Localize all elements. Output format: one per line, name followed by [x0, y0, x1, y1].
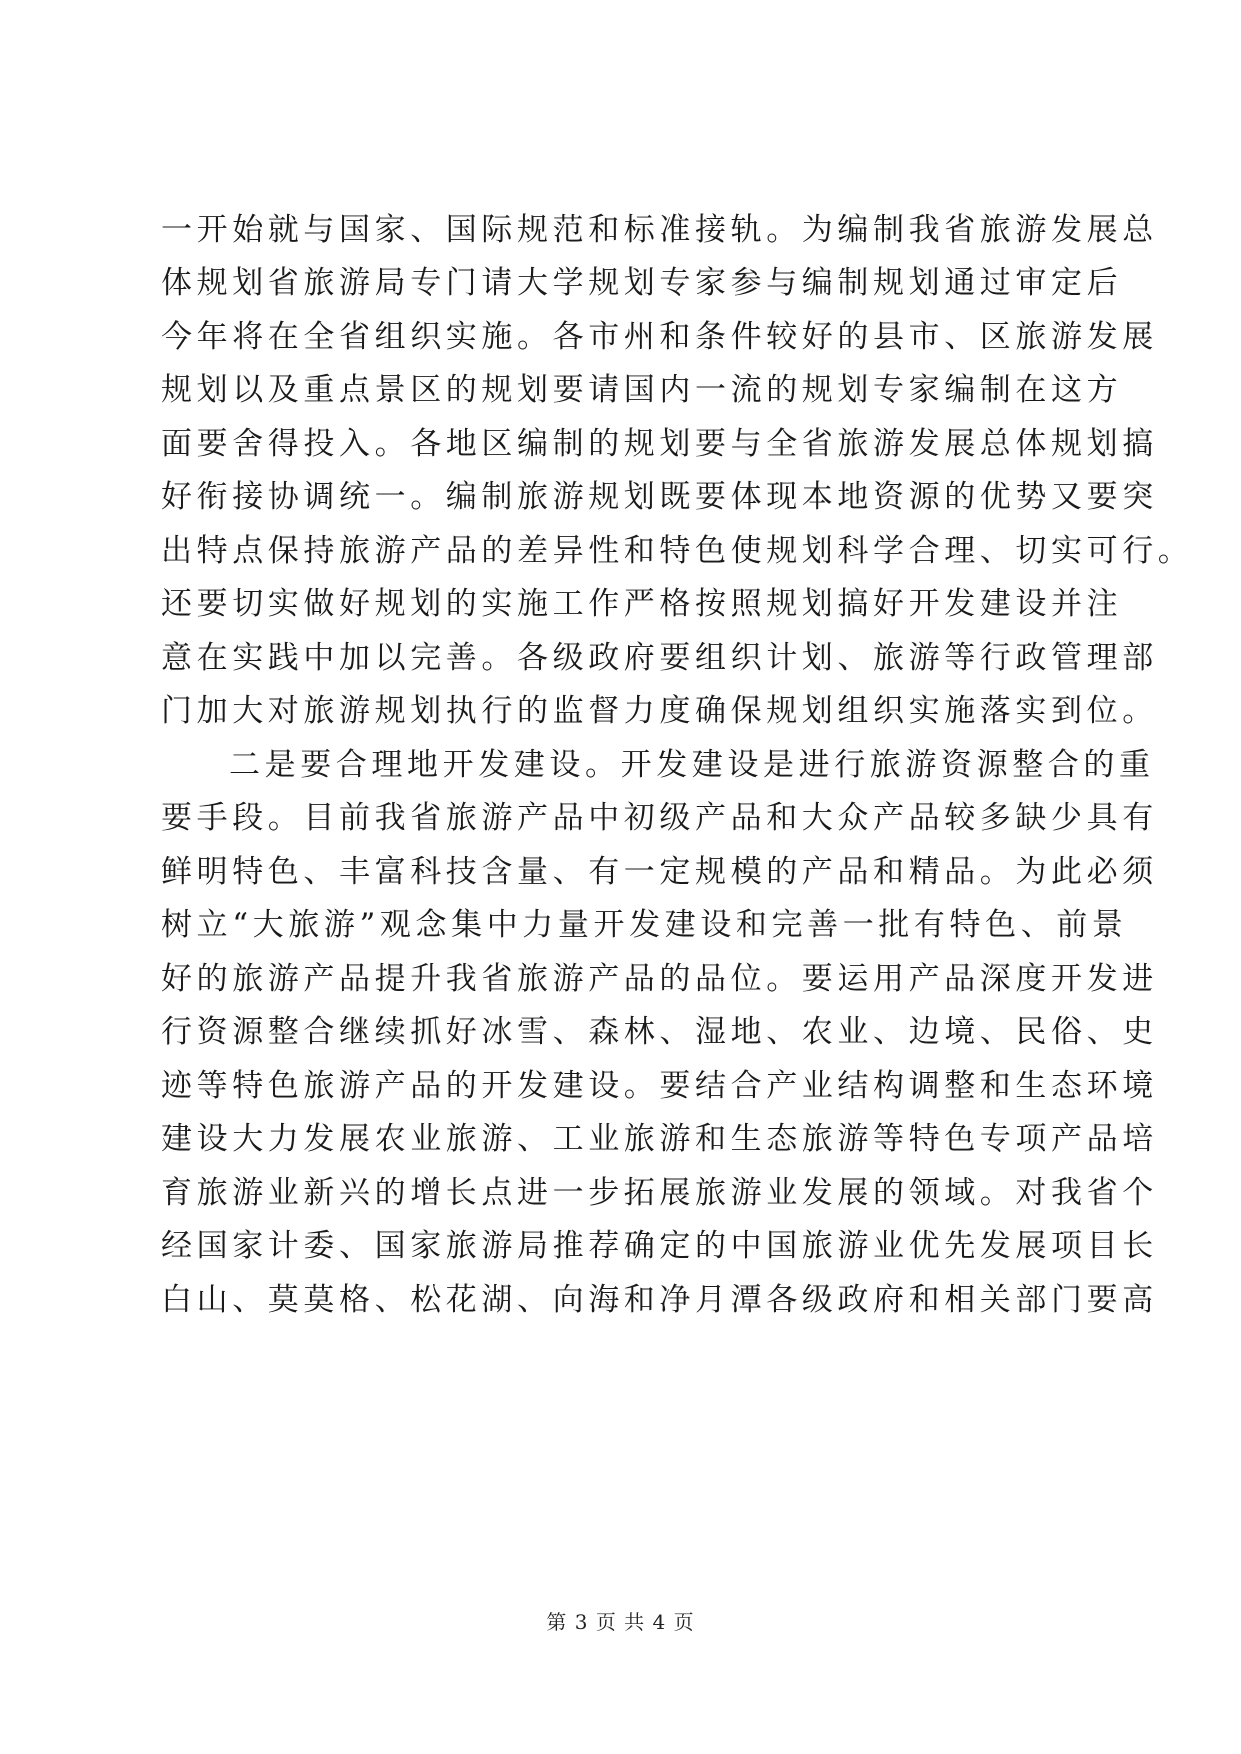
text-line: 树立“大旅游”观念集中力量开发建设和完善一批有特色、前景	[161, 907, 1128, 943]
text-line: 鲜明特色、丰富科技含量、有一定规模的产品和精品。为此必须	[161, 854, 1158, 890]
text-line: 规划以及重点景区的规划要请国内一流的规划专家编制在这方	[161, 372, 1123, 408]
text-line: 经国家计委、国家旅游局推荐确定的中国旅游业优先发展项目长	[161, 1228, 1158, 1264]
text-line: 要手段。目前我省旅游产品中初级产品和大众产品较多缺少具有	[161, 800, 1158, 836]
text-line: 意在实践中加以完善。各级政府要组织计划、旅游等行政管理部	[161, 640, 1158, 676]
text-line: 建设大力发展农业旅游、工业旅游和生态旅游等特色专项产品培	[161, 1121, 1158, 1157]
text-line: 出特点保持旅游产品的差异性和特色使规划科学合理、切实可行。	[161, 533, 1194, 569]
text-line: 行资源整合继续抓好冰雪、森林、湿地、农业、边境、民俗、史	[161, 1014, 1158, 1050]
text-line: 体规划省旅游局专门请大学规划专家参与编制规划通过审定后	[161, 265, 1123, 301]
text-line: 面要舍得投入。各地区编制的规划要与全省旅游发展总体规划搞	[161, 426, 1158, 462]
text-line: 白山、莫莫格、松花湖、向海和净月潭各级政府和相关部门要高	[161, 1282, 1158, 1318]
text-line: 今年将在全省组织实施。各市州和条件较好的县市、区旅游发展	[161, 319, 1158, 355]
text-line: 好的旅游产品提升我省旅游产品的品位。要运用产品深度开发进	[161, 961, 1158, 997]
paragraph-first-line: 二是要合理地开发建设。开发建设是进行旅游资源整合的重	[229, 747, 1155, 783]
text-line: 门加大对旅游规划执行的监督力度确保规划组织实施落实到位。	[161, 693, 1158, 729]
text-line: 迹等特色旅游产品的开发建设。要结合产业结构调整和生态环境	[161, 1068, 1158, 1104]
page-number-footer: 第 3 页 共 4 页	[546, 1610, 695, 1634]
text-line: 好衔接协调统一。编制旅游规划既要体现本地资源的优势又要突	[161, 479, 1158, 515]
text-line: 还要切实做好规划的实施工作严格按照规划搞好开发建设并注	[161, 586, 1123, 622]
text-line: 育旅游业新兴的增长点进一步拓展旅游业发展的领域。对我省个	[161, 1175, 1158, 1211]
text-line: 一开始就与国家、国际规范和标准接轨。为编制我省旅游发展总	[161, 212, 1158, 248]
